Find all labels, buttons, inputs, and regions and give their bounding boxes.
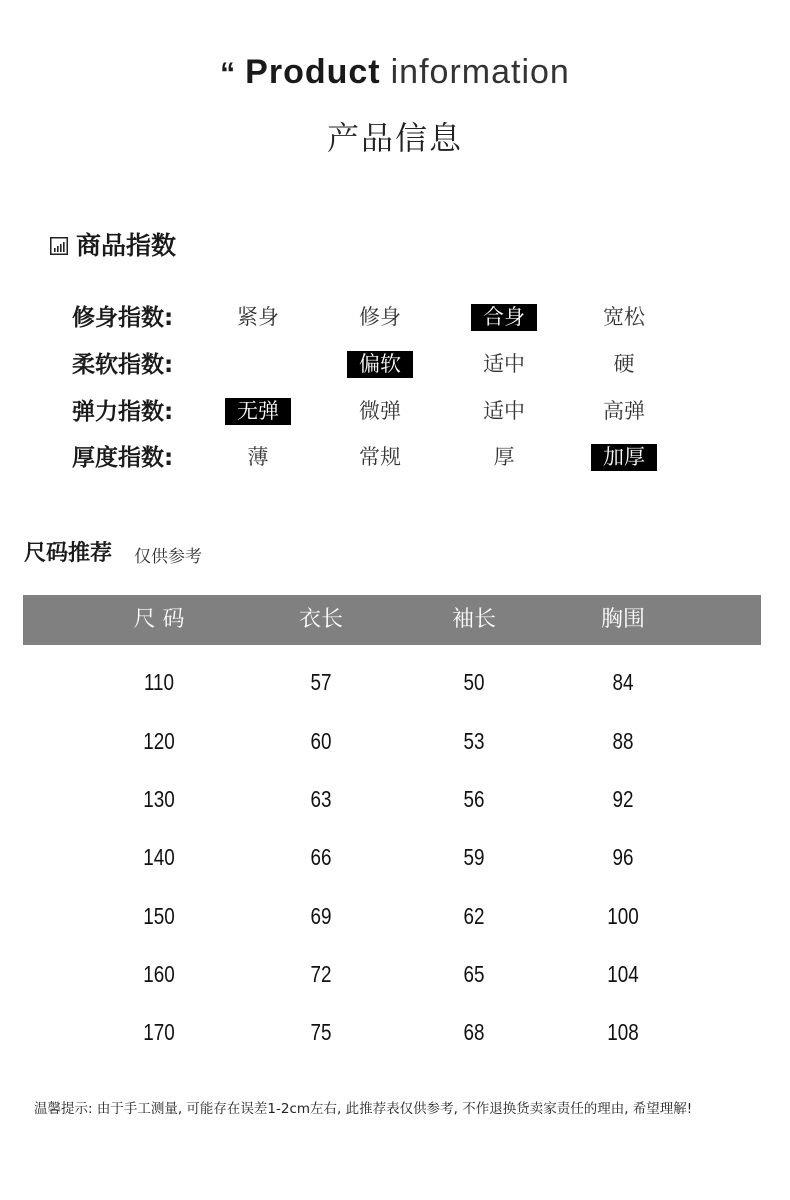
index-row-label: 柔软指数: — [72, 352, 174, 378]
table-row — [23, 662, 761, 702]
table-cell: 104 — [607, 961, 639, 987]
index-row-label: 厚度指数: — [72, 445, 174, 471]
index-section-title: 商品指数 — [76, 231, 177, 260]
table-row — [23, 896, 761, 936]
table-cell: 69 — [310, 903, 332, 929]
size-table-column-header: 胸围 — [600, 607, 645, 632]
size-table-column-header: 尺 码 — [133, 607, 185, 632]
table-cell: 56 — [463, 786, 485, 812]
size-section-subtitle: 仅供参考 — [134, 547, 202, 567]
index-option: 常规 — [359, 445, 401, 469]
index-row — [72, 349, 772, 389]
table-row — [23, 954, 761, 994]
index-option-selected: 加厚 — [591, 444, 657, 471]
index-row — [72, 442, 772, 482]
table-cell: 108 — [607, 1019, 639, 1045]
index-option: 适中 — [483, 399, 525, 423]
index-option: 适中 — [483, 352, 525, 376]
index-option: 薄 — [247, 445, 269, 469]
index-row-label: 弹力指数: — [72, 399, 174, 425]
index-option-selected: 偏软 — [347, 351, 413, 378]
table-cell: 72 — [310, 961, 332, 987]
index-option: 宽松 — [603, 305, 645, 329]
index-option: 高弹 — [603, 399, 645, 423]
table-cell: 84 — [612, 669, 634, 695]
header-english-title — [0, 52, 790, 94]
size-table-column-header: 衣长 — [298, 607, 343, 632]
table-cell: 92 — [612, 786, 634, 812]
size-table-column-header: 袖长 — [451, 607, 496, 632]
index-row-label: 修身指数: — [72, 305, 174, 331]
index-option — [218, 351, 298, 378]
table-cell: 53 — [463, 728, 485, 754]
table-row — [23, 721, 761, 761]
index-row — [72, 302, 772, 342]
table-cell: 130 — [143, 786, 175, 812]
table-cell: 62 — [463, 903, 485, 929]
table-row — [23, 779, 761, 819]
table-cell: 66 — [310, 844, 332, 870]
table-cell: 170 — [143, 1019, 175, 1045]
table-cell: 57 — [310, 669, 332, 695]
table-cell: 60 — [310, 728, 332, 754]
index-option: 微弹 — [359, 399, 401, 423]
table-cell: 63 — [310, 786, 332, 812]
footer-note: 温馨提示: 由于手工测量, 可能存在误差1-2cm左右, 此推荐表仅供参考, 不作退换货卖家责任的理由, 希望理解! — [34, 1101, 693, 1117]
index-row — [72, 396, 772, 436]
table-cell: 120 — [143, 728, 175, 754]
index-option-selected: 无弹 — [225, 398, 291, 425]
table-cell: 59 — [463, 844, 485, 870]
header-chinese-title: 产品信息 — [326, 119, 463, 157]
table-cell: 65 — [463, 961, 485, 987]
index-option: 厚 — [493, 445, 515, 469]
table-cell: 50 — [463, 669, 485, 695]
table-cell: 150 — [143, 903, 175, 929]
title-light: information — [390, 53, 570, 91]
table-cell: 160 — [143, 961, 175, 987]
table-cell: 75 — [310, 1019, 332, 1045]
index-option: 修身 — [359, 305, 401, 329]
table-cell: 96 — [612, 844, 634, 870]
index-option: 硬 — [613, 352, 635, 376]
bar-chart-icon — [50, 237, 68, 255]
table-cell: 88 — [612, 728, 634, 754]
table-cell: 100 — [607, 903, 639, 929]
index-option-selected: 合身 — [471, 304, 537, 331]
table-row — [23, 837, 761, 877]
table-cell: 68 — [463, 1019, 485, 1045]
quote-mark: “ — [220, 57, 236, 90]
table-row — [23, 1012, 761, 1052]
index-option: 紧身 — [237, 305, 279, 329]
table-cell: 140 — [143, 844, 175, 870]
size-table-header — [23, 595, 761, 645]
size-section-title: 尺码推荐 — [24, 541, 113, 566]
table-cell: 110 — [143, 669, 175, 695]
title-bold: Product — [245, 53, 381, 91]
